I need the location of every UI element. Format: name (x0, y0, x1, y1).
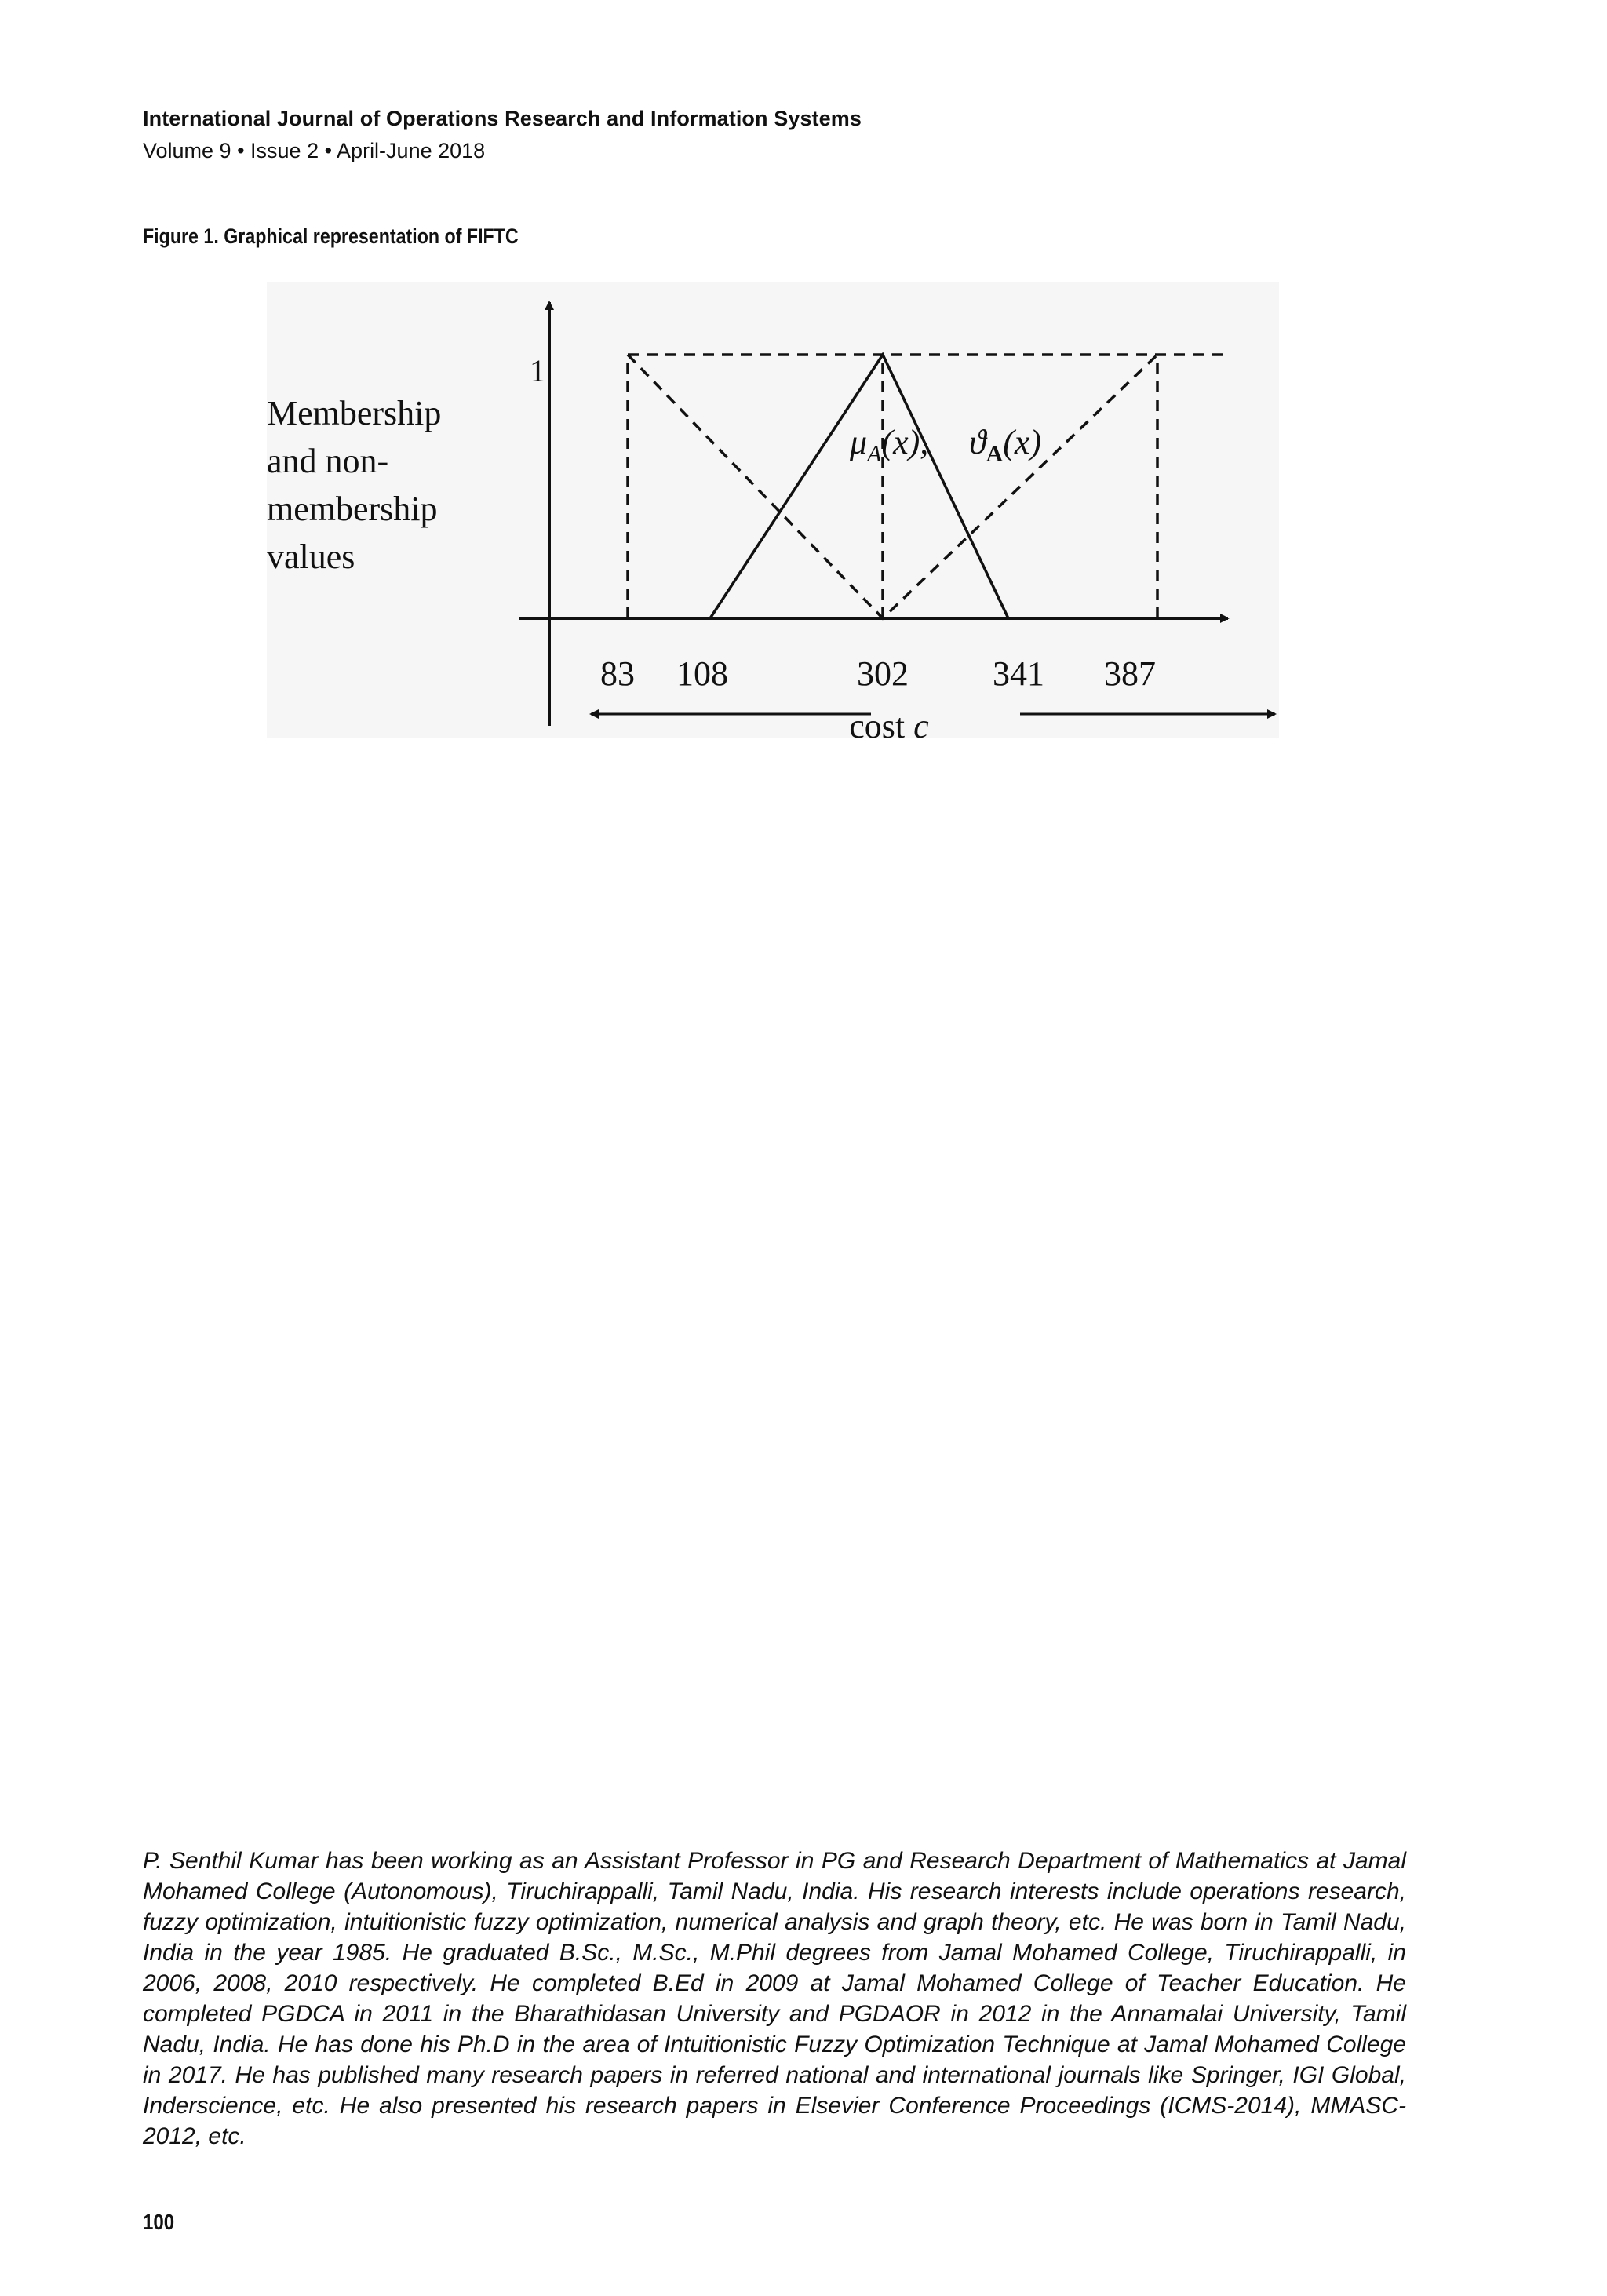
author-bio: P. Senthil Kumar has been working as an Assistant Professor in PG and Research Department of Mathematics at Jamal Mohamed College (Autonomous), Tiruchirappalli, Tamil Nadu, India. His research interests include operations research, fuzzy optimization, intuitionistic fuzzy optimization, numerical analysis and graph theory, etc. He was born in Tamil Nadu, India in the year 1985. He graduated B.Sc., M.Sc., M.Phil degrees from Jamal Mohamed College, Tiruchirappalli, in 2006, 2008, 2010 respectively. He completed B.Ed in 2009 at Jamal Mohamed College of Teacher Education. He completed PGDCA in 2011 in the Bharathidasan University and PGDAOR in 2012 in the Annamalai University, Tamil Nadu, India. He has done his Ph.D in the area of Intuitionistic Fuzzy Optimization Technique at Jamal Mohamed College in 2017. He has published many research papers in referred national and international journals like Springer, IGI Global, Inderscience, etc. He also presented his research papers in Elsevier Conference Proceedings (ICMS-2014), MMASC-2012, etc. (143, 1848, 1406, 2149)
x-axis-label (849, 707, 929, 738)
curve-label-theta (969, 423, 1041, 467)
membership-curve (710, 355, 1008, 618)
page-number: 100 (143, 2210, 175, 2234)
figure-container (267, 282, 1279, 738)
x-tick-label-83: 83 (600, 654, 635, 693)
x-axis-label-prefix: cost (849, 707, 914, 738)
text-layer (267, 353, 1041, 738)
y-axis-label-line-4: values (267, 538, 355, 576)
y-axis-label-line-1: Membership (267, 394, 442, 432)
fifc-chart (267, 282, 1279, 738)
theta-symbol: ϑ (969, 423, 986, 461)
journal-issue-line: Volume 9 • Issue 2 • April-June 2018 (143, 139, 486, 162)
x-tick-label-302: 302 (857, 654, 909, 693)
reference-lines-layer (628, 355, 1228, 618)
curve-label-mu (849, 423, 928, 467)
y-axis-label-line-2: and non- (267, 442, 389, 480)
mu-subscript: A (867, 441, 882, 467)
x-tick-labels-layer (600, 654, 1156, 693)
mu-argument: (x), (881, 423, 929, 461)
x-tick-label-387: 387 (1104, 654, 1156, 693)
x-tick-label-341: 341 (993, 654, 1044, 693)
x-axis-label-var: c (913, 707, 929, 738)
y-axis-label-line-3: membership (267, 490, 438, 528)
journal-title: International Journal of Operations Research and Information Systems (143, 107, 862, 130)
x-tick-label-108: 108 (676, 654, 728, 693)
y-tick-label-1: 1 (530, 353, 545, 388)
series-layer (628, 355, 1157, 618)
figure-caption: Figure 1. Graphical representation of FIFTC (143, 224, 519, 248)
mu-symbol: μ (850, 423, 868, 461)
theta-argument: (x) (1003, 423, 1042, 461)
theta-subscript: A (986, 441, 1004, 467)
non-membership-curve (628, 355, 1157, 618)
